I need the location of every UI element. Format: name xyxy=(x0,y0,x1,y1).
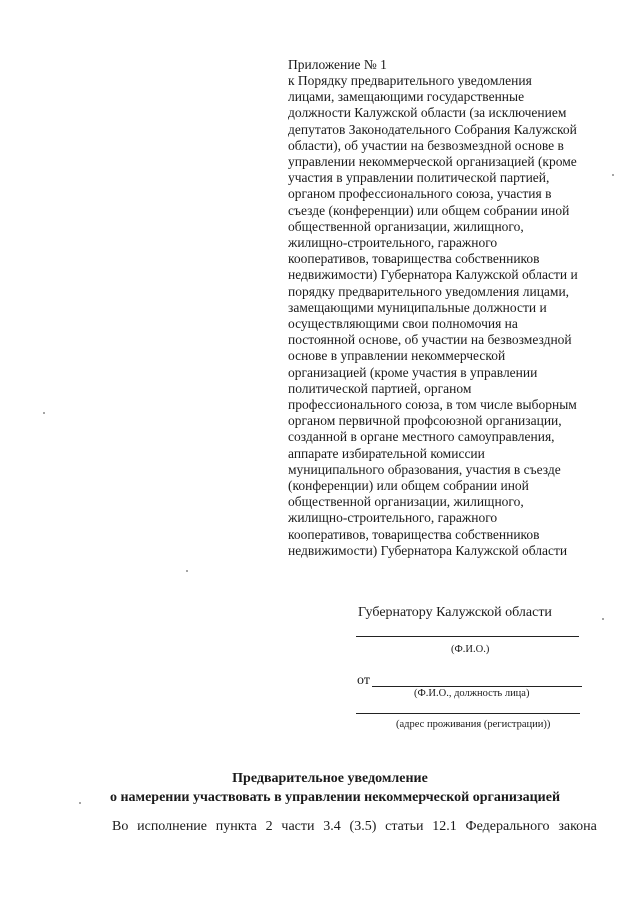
appendix-line: замещающими муниципальные должности и xyxy=(288,299,547,315)
appendix-line: органом профессионального союза, участия в xyxy=(288,186,552,202)
appendix-line: осуществляющими свои полномочия на xyxy=(288,316,518,332)
notice-subheading: о намерении участвовать в управлении некоммерческой организацией xyxy=(109,790,561,805)
appendix-line: постоянной основе, об участии на безвозмездной xyxy=(288,332,572,348)
scan-speck xyxy=(612,174,614,176)
appendix-line: недвижимости) Губернатора Калужской области xyxy=(288,542,568,558)
body-word: 2 xyxy=(265,819,273,834)
appendix-line: органом первичной профсоюзной организации, xyxy=(288,413,562,429)
body-word: Во xyxy=(112,819,129,834)
appendix-line: управлении некоммерческой организацией (кроме xyxy=(288,154,577,170)
appendix-line: участия в управлении политической партией, xyxy=(288,170,550,186)
appendix-line: кооперативов, товарищества собственников xyxy=(288,526,540,542)
appendix-line: муниципального образования, участия в съезде xyxy=(288,461,561,477)
body-word: 12.1 xyxy=(432,819,457,834)
body-word: 3.4 xyxy=(323,819,341,834)
fio-caption: (Ф.И.О.) xyxy=(451,644,490,655)
from-caption: (Ф.И.О., должность лица) xyxy=(414,688,530,699)
appendix-line: созданной в органе местного самоуправления, xyxy=(288,429,555,445)
appendix-line: профессионального союза, в том числе выборным xyxy=(288,397,577,413)
body-word: статьи xyxy=(385,819,424,834)
body-word: Федерального xyxy=(465,819,550,834)
appendix-line: жилищно-строительного, гаражного xyxy=(288,510,498,526)
scan-speck xyxy=(602,618,604,620)
address-blank-line xyxy=(356,713,580,714)
body-word: исполнение xyxy=(137,819,208,834)
scan-speck xyxy=(186,570,188,572)
from-label: от xyxy=(357,673,370,688)
appendix-line: недвижимости) Губернатора Калужской области и xyxy=(288,267,578,283)
appendix-line: съезде (конференции) или общем собрании иной xyxy=(288,202,570,218)
body-first-line xyxy=(112,818,597,836)
appendix-line: кооперативов, товарищества собственников xyxy=(288,251,540,267)
appendix-title: Приложение № 1 xyxy=(288,57,387,72)
body-word: части xyxy=(281,819,315,834)
scan-speck xyxy=(79,802,81,804)
addressee-to: Губернатору Калужской области xyxy=(358,605,552,620)
appendix-line: общественной организации, жилищного, xyxy=(288,494,524,510)
appendix-line: лицами, замещающими государственные xyxy=(288,89,525,105)
appendix-line: должности Калужской области (за исключением xyxy=(288,105,567,121)
appendix-line: порядку предварительного уведомления лицами, xyxy=(288,283,570,299)
notice-heading: Предварительное уведомление xyxy=(232,771,428,786)
appendix-line: общественной организации, жилищного, xyxy=(288,218,524,234)
appendix-lines xyxy=(288,73,603,559)
appendix-line: организацией (кроме участия в управлении xyxy=(288,364,538,380)
scan-speck xyxy=(43,412,45,414)
appendix-line: депутатов Законодательного Собрания Калужской xyxy=(288,121,577,137)
appendix-line: аппарате избирательной комиссии xyxy=(288,445,485,461)
address-caption: (адрес проживания (регистрации)) xyxy=(396,719,551,730)
body-word: пункта xyxy=(215,819,257,834)
body-word: (3.5) xyxy=(349,819,377,834)
appendix-line: жилищно-строительного, гаражного xyxy=(288,235,498,251)
fio-blank-line xyxy=(356,636,579,637)
appendix-line: основе в управлении некоммерческой xyxy=(288,348,506,364)
appendix-line: политической партией, органом xyxy=(288,380,472,396)
appendix-block xyxy=(288,56,603,559)
body-word: закона xyxy=(558,819,597,834)
appendix-line: (конференции) или общем собрании иной xyxy=(288,478,529,494)
appendix-line: к Порядку предварительного уведомления xyxy=(288,73,532,88)
appendix-line: области), об участии на безвозмездной основе в xyxy=(288,137,564,153)
